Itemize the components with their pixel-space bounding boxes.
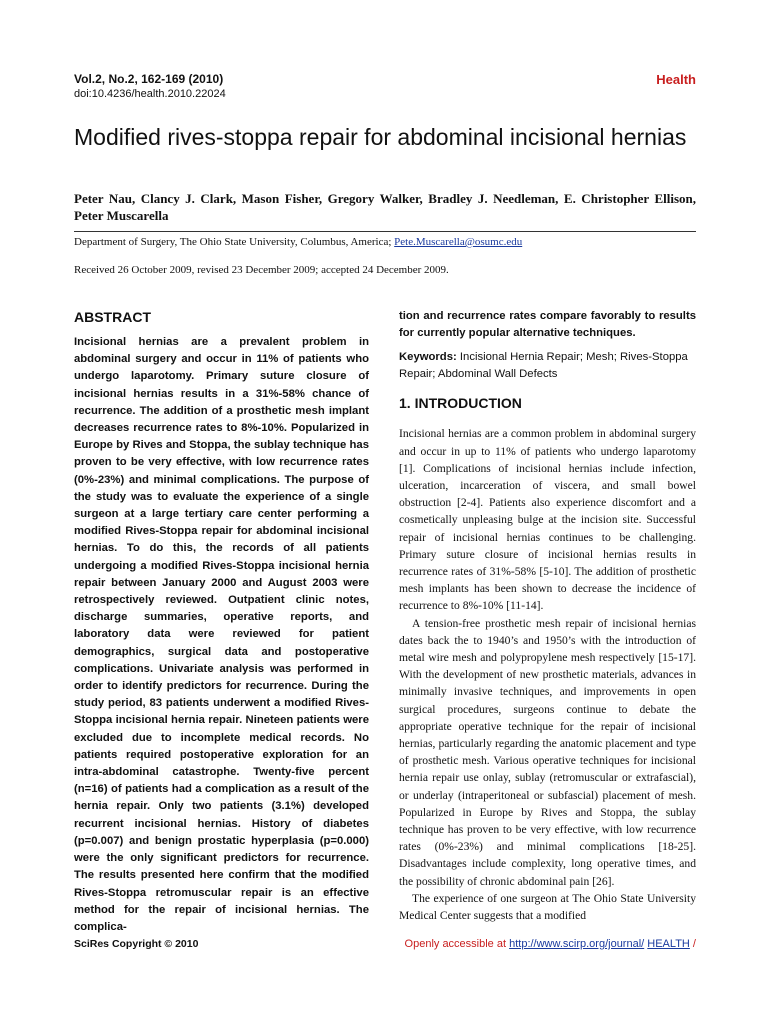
volume-info: Vol.2, No.2, 162-169 (2010)	[74, 72, 224, 86]
keywords	[399, 349, 696, 383]
keywords-text: Incisional Hernia Repair; Mesh; Rives-Stoppa Repair; Abdominal Wall Defects	[399, 351, 688, 381]
paragraph: A tension-free prosthetic mesh repair of incisional hernias dates back the to 1940’s and 1950’s with the introduction of metal wire mesh and polypropylene mesh respectively [15-17]. With the development of new prosthetic materials, advances in minimally invasive techniques, and improvements in open surgical procedures, surgeons continue to debate the appropriate operative technique for the repair of incisional hernias, particularly regarding the anatomic placement and type of prosthetic mesh. Various operative techniques for incisional hernia repair use onlay, sublay (retromuscular or extrafascial), or underlay (intraperitoneal or subfascial) placement of mesh. Popularized in Europe by Rives and Stoppa, the sublay technique has proven to be very effective, with low recurrence rates (0%-23%) and minimal complications [18-25]. Disadvantages include complexity, long operative times, and the possibility of chronic abdominal pain [26].	[399, 616, 696, 888]
introduction-body	[399, 425, 696, 924]
footer-suffix: /	[689, 938, 696, 950]
header-divider	[74, 231, 696, 232]
access-footer	[405, 938, 696, 950]
running-header	[74, 72, 696, 101]
paragraph: Incisional hernias are a common problem in abdominal surgery and occur in up to 11% of patients who undergo laparotomy [1]. Complications of incisional hernias include infection, ulceration, incarceration of viscera, and small bowel obstruction [2-4]. Patients also experience discomfort and a cosmetically unpleasing bulge at the incision site. Successful repair of incisional hernias continues to be challenging. Primary suture closure of incisional hernias results in recurrence rates of 31%-58% [5-10]. The addition of prosthetic mesh implants has been shown to decrease the incidence of recurrence to 8%-10% [11-14].	[399, 427, 696, 613]
author-list: Peter Nau, Clancy J. Clark, Mason Fisher, Gregory Walker, Bradley J. Needleman, E. Christopher Ellison, Peter Muscarella	[74, 191, 696, 223]
abstract-heading: ABSTRACT	[74, 309, 151, 325]
introduction-heading: 1. INTRODUCTION	[399, 395, 522, 412]
right-column	[399, 308, 696, 924]
journal-name: Health	[656, 72, 696, 87]
left-column	[74, 308, 369, 936]
affiliation	[74, 235, 696, 249]
abstract-text: Incisional hernias are a prevalent problem in abdominal surgery and occur in 11% of patients who undergo laparotomy. Primary suture closure of incisional hernias results in a 31%-58% chance of recurrence. The addition of a prosthetic mesh implant decreases recurrence rates to 8%-10%. Popularized in Europe by Rives and Stoppa, the sublay technique has proven to be very effective, with low recurrence rates (0%-23%) and minimal complications. The purpose of the study was to evaluate the experience of a single surgeon at a large tertiary care center performing a modified Rives-Stoppa repair for abdominal incisional hernias. To do this, the records of all patients undergoing a modified Rives-Stoppa incisional hernia repair between January 2000 and August 2003 were retrospectively reviewed. Outpatient clinic notes, discharge summaries, operative reports, and laboratory data were reviewed for patient demographics, surgical data and postoperative complications. Univariate analysis was performed in order to identify predictors for recurrence. During the study period, 83 patients underwent a modified Rives-Stoppa incisional hernia repair. Nineteen patients were excluded due to incomplete medical records. No patients required postoperative exploration for an intra-abdominal catastrophe. Twenty-five percent (n=16) of patients had a complication as a result of the hernia repair. Only two patients (3.1%) developed recurrent incisional hernias. History of diabetes (p=0.007) and benign prostatic hyperplasia (p=0.000) were the only significant predictors for recurrence. The results presented here confirm that the modified Rives-Stoppa retromuscular repair is an effective method for the repair of incisional hernias. The complica-	[74, 336, 369, 933]
doi: doi:10.4236/health.2010.22024	[74, 88, 226, 100]
affiliation-text: Department of Surgery, The Ohio State University, Columbus, America;	[74, 236, 395, 248]
copyright-footer: SciRes Copyright © 2010	[74, 938, 199, 950]
paper-title: Modified rives-stoppa repair for abdominal incisional hernias	[74, 124, 687, 150]
abstract-continuation: tion and recurrence rates compare favorably to results for currently popular alternative techniques.	[399, 310, 696, 340]
journal-link[interactable]: HEALTH	[647, 938, 690, 950]
email-link[interactable]: Pete.Muscarella@osumc.edu	[394, 236, 523, 248]
received-dates: Received 26 October 2009, revised 23 December 2009; accepted 24 December 2009.	[74, 264, 449, 276]
paragraph: The experience of one surgeon at The Ohio State University Medical Center suggests that a modified	[399, 891, 696, 923]
access-prefix: Openly accessible at	[404, 938, 510, 950]
journal-url-link[interactable]: http://www.scirp.org/journal/	[509, 938, 645, 950]
keywords-label: Keywords:	[399, 351, 457, 364]
